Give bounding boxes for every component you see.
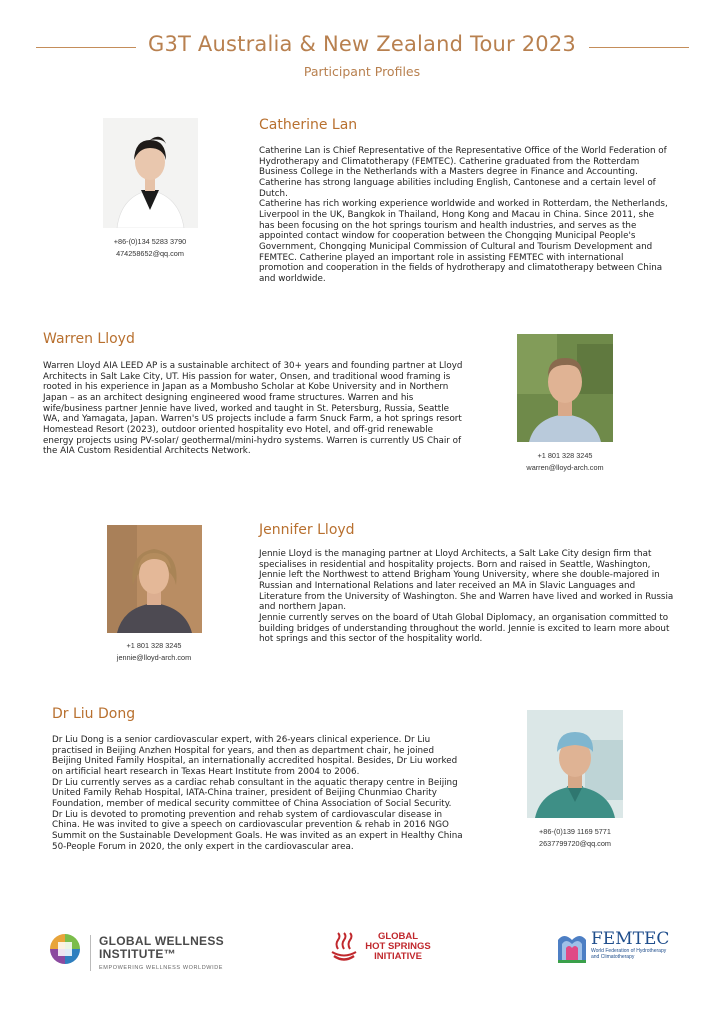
femtec-name: FEMTEC: [591, 929, 670, 949]
jennifer-phone: +1 801 328 3245: [126, 641, 182, 650]
footer-logos: [0, 924, 724, 984]
catherine-bio-paragraph-2: Catherine has rich working experience worldwide and worked in Rotterdam, the Netherlands, Liverpool in the UK, Bangkok in Thailand, Hong Kong and Macau in China. Since 2011, she has been focusing on the hot springs tourism and health industries, and serves as the appointed contact window for cooperation between the Chongqing Municipal People's Government, Chongqing Municipal Commission of Cultural and Tourism Development and FEMTEC. Catherine played an important role in assisting FEMTEC with international promotion and cooperation in the fields of hydrotherapy and climatotherapy between China and worldwide.: [259, 199, 668, 284]
jennifer-name: Jennifer Lloyd: [259, 522, 355, 538]
warren-bio-paragraph-1: Warren Lloyd AIA LEED AP is a sustainable architect of 30+ years and founding partner at Lloyd Architects in Salt Lake City, UT. His passion for water, Onsen, and traditional wood framing is rooted in his experience in Japan as a Mombusho Scholar at Kobe University and in Northern Japan – as an architect designing engineered wood frame structures. Warren and his wife/business partner Jennie have lived, worked and taught in St. Petersburg, Russia, Seattle WA, and Yamagata, Japan. Warren's US projects include a farm Snuck Farm, a hot springs resort Homestead Resort (2023), outdoor oriented hospitality evo Hotel, and off-grid renewable energy projects using PV-solar/ geothermal/mini-hydro systems. Warren is currently US Chair of the AIA Custom Residential Architects Network.: [43, 361, 463, 457]
catherine-phone: +86-(0)134 5283 3790: [113, 237, 187, 246]
catherine-bio: [259, 146, 669, 285]
warren-phone: +1 801 328 3245: [537, 451, 593, 460]
page-title: G3T Australia & New Zealand Tour 2023: [148, 32, 576, 56]
warren-contact: [505, 450, 625, 474]
warren-name: Warren Lloyd: [43, 331, 135, 347]
jennifer-bio-paragraph-2: Jennie currently serves on the board of Utah Global Diplomacy, an organisation committed to building bridges of understanding throughout the world. Jennie is excited to learn more about hot springs and this sector of the hospitality world.: [259, 612, 670, 645]
liu-email[interactable]: 2637799720@qq.com: [539, 839, 611, 848]
warren-email[interactable]: warren@lloyd-arch.com: [526, 463, 604, 472]
hsi-logo: [328, 928, 438, 972]
jennifer-email[interactable]: jennie@lloyd-arch.com: [116, 653, 192, 662]
jennifer-bio: [259, 549, 675, 645]
hsi-line3: INITIATIVE: [374, 951, 422, 962]
femtec-logo: [556, 930, 686, 974]
warren-bio: [43, 361, 463, 457]
warren-photo: [517, 334, 613, 442]
gwi-name-line1: GLOBAL WELLNESS: [99, 934, 224, 948]
jennifer-photo: [107, 525, 202, 633]
catherine-email[interactable]: 474258652@qq.com: [116, 249, 184, 258]
jennifer-contact: [94, 640, 214, 664]
liu-bio-paragraph-3: Dr Liu is devoted to promoting prevention and rehab system of cardiovascular disease in China. He was invited to give a speech on cardiovascular prevention & rehab in 2016 NGO Summit on the Sustainable Development Goals. He was invited as an expert in Healthy China 50-People Forum in 2020, the only expert in the cardiovascular area.: [52, 809, 463, 852]
gwi-logo: [48, 932, 238, 972]
hsi-line2: HOT SPRINGS: [365, 941, 431, 952]
liu-phone: +86-(0)139 1169 5771: [539, 827, 611, 836]
liu-contact: [515, 826, 635, 850]
gwi-emblem-icon: [48, 932, 82, 966]
liu-bio-paragraph-2: Dr Liu currently serves as a cardiac rehab consultant in the aquatic therapy centre in Beijing United Family Rehab Hospital, IATA-China trainer, president of Beijing Chunmiao Charity Foundation, member of medical security committee of China Association of Social Security.: [52, 777, 458, 809]
gwi-tagline: EMPOWERING WELLNESS WORLDWIDE: [99, 965, 224, 971]
page-subtitle: Participant Profiles: [303, 64, 421, 79]
catherine-photo: [103, 118, 198, 228]
page-header: [0, 30, 724, 79]
liu-bio: [52, 735, 466, 852]
catherine-contact: [90, 236, 210, 260]
liu-bio-paragraph-1: Dr Liu Dong is a senior cardiovascular expert, with 26-years clinical experience. Dr Liu practised in Beijing Anzhen Hospital for years, and then as department chair, he joined Beijing United Family Hospital, an internationally accredited hospital. Besides, Dr Liu worked on artificial heart research in Texas Heart Institute from 2004 to 2006.: [52, 735, 458, 777]
gwi-name-line2: INSTITUTE™: [99, 947, 176, 961]
catherine-name: Catherine Lan: [259, 117, 358, 133]
catherine-bio-paragraph-1: Catherine Lan is Chief Representative of the Representative Office of the World Federation of Hydrotherapy and Climatotherapy (FEMTEC). Catherine graduated from the Rotterdam Business College in the Netherlands with a Masters degree in Finance and Accounting. Catherine has strong language abilities including English, Cantonese and a certain level of Dutch.: [259, 146, 667, 199]
femtec-subline-1: World Federation of Hydrotherapy: [591, 948, 667, 954]
femtec-emblem-icon: [556, 930, 588, 964]
femtec-subline-2: and Climatotherapy: [591, 954, 635, 960]
liu-photo: [527, 710, 623, 818]
hsi-line1: GLOBAL: [377, 931, 419, 942]
liu-name: Dr Liu Dong: [52, 706, 136, 722]
jennifer-bio-paragraph-1: Jennie Lloyd is the managing partner at Lloyd Architects, a Salt Lake City design firm that specialises in residential and hospitality projects. Born and raised in Seattle, Washington, Jennie left the Northwest to attend Brigham Young University, where she double-majored in Russian and International Relations and later received an MA in Slavic Languages and Literature from the University of Washington. She and Warren have lived and worked in Russia and northern Japan.: [259, 549, 674, 613]
hot-springs-icon: [328, 932, 360, 964]
